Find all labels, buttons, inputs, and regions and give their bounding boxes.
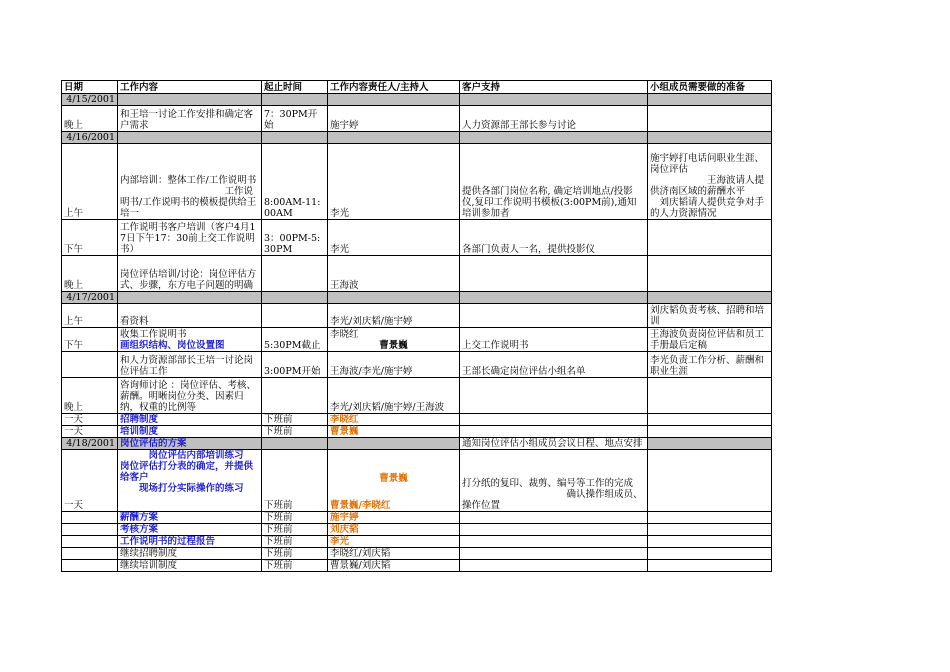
owner-line: 曹景巍 xyxy=(379,340,408,351)
header-date: 日期 xyxy=(62,81,118,94)
owner-cell: 李光 xyxy=(328,536,460,548)
content-cell: 和人力资源部部长王培一讨论岗位评估工作 xyxy=(118,352,262,378)
date-row xyxy=(62,438,772,450)
owner-cell: 曹景巍 xyxy=(328,426,460,438)
time-cell: 3:00PM开始 xyxy=(262,352,328,378)
table-row xyxy=(62,304,772,328)
table-row xyxy=(62,536,772,548)
support-cell xyxy=(460,256,648,292)
table-row xyxy=(62,548,772,560)
support-cell: 通知岗位评估小组成员会议日程、地点安排 xyxy=(460,438,648,450)
owner-cell: 李光 xyxy=(328,220,460,256)
date-row xyxy=(62,132,772,144)
prep-cell xyxy=(648,106,772,132)
table-row xyxy=(62,144,772,220)
support-cell xyxy=(460,304,648,328)
table-row xyxy=(62,378,772,414)
prep-cell xyxy=(648,220,772,256)
content-cell: 考核方案 xyxy=(118,524,262,536)
day-cell: 下午 xyxy=(62,328,118,352)
content-cell xyxy=(118,328,262,352)
day-cell xyxy=(62,352,118,378)
owner-line: 曹景巍/李晓红 xyxy=(330,500,391,511)
time-cell: 下班前 xyxy=(262,524,328,536)
header-row xyxy=(62,81,772,94)
prep-cell: 李光负责工作分析、薪酬和职业生涯 xyxy=(648,352,772,378)
day-cell: 上午 xyxy=(62,304,118,328)
support-cell: 提供各部门岗位名称, 确定培训地点/投影仪,复印工作说明书模板(3:00PM前),通知培训参加者 xyxy=(460,144,648,220)
content-line-highlight: 画组织结构、岗位设置图 xyxy=(120,340,225,351)
owner-cell: 曹景巍/刘庆韬 xyxy=(328,560,460,572)
owner-cell xyxy=(328,450,460,512)
table-row xyxy=(62,106,772,132)
owner-cell xyxy=(328,328,460,352)
table-row xyxy=(62,512,772,524)
content-cell: 薪酬方案 xyxy=(118,512,262,524)
time-cell xyxy=(262,304,328,328)
content-cell: 内部培训：整体工作/工作说明书 工作说明书/工作说明书的模板提供给王培一 xyxy=(118,144,262,220)
time-cell: 8:00AM-11:00AM xyxy=(262,144,328,220)
owner-cell: 王海波/李光/施宇婷 xyxy=(328,352,460,378)
owner-cell: 王海波 xyxy=(328,256,460,292)
owner-cell: 李光/刘庆韬/施宇婷 xyxy=(328,304,460,328)
time-cell: 下班前 xyxy=(262,536,328,548)
support-cell: 王部长确定岗位评估小组名单 xyxy=(460,352,648,378)
header-owner: 工作内容责任人/主持人 xyxy=(328,81,460,94)
table-row xyxy=(62,352,772,378)
support-cell: 人力资源部王部长参与讨论 xyxy=(460,106,648,132)
content-cell: 和王培一讨论工作安排和确定客户需求 xyxy=(118,106,262,132)
owner-cell: 李晓红/刘庆韬 xyxy=(328,548,460,560)
owner-line: 曹景巍 xyxy=(379,473,408,484)
content-cell: 看资料 xyxy=(118,304,262,328)
owner-cell: 施宇婷 xyxy=(328,106,460,132)
date-cell: 4/18/2001 xyxy=(62,438,118,450)
time-cell: 下班前 xyxy=(262,450,328,512)
content-cell: 咨询师讨论 ：岗位评估、考核、薪酬。明晰岗位分类、因素归纳，权重的比例等 xyxy=(118,378,262,414)
time-cell: 下班前 xyxy=(262,560,328,572)
prep-cell: 施宇婷打电话问职业生涯、岗位评估 王海波请人提供济南区域的薪酬水平 刘庆韬请人提供竞争对手的人力资源情况 xyxy=(648,144,772,220)
content-cell: 工作说明书客户培训（客户4月17日下午17：30前上交工作说明书） xyxy=(118,220,262,256)
content-cell: 岗位评估内部培训练习 岗位评估打分表的确定，并提供给客户 现场打分实际操作的练习 xyxy=(118,450,262,512)
time-cell: 下班前 xyxy=(262,512,328,524)
day-cell: 晚上 xyxy=(62,378,118,414)
prep-cell: 刘庆韬负责考核、招聘和培训 xyxy=(648,304,772,328)
support-cell: 上交工作说明书 xyxy=(460,328,648,352)
table-row xyxy=(62,220,772,256)
content-cell: 继续培训制度 xyxy=(118,560,262,572)
support-cell xyxy=(460,378,648,414)
table-row xyxy=(62,328,772,352)
time-cell: 下班前 xyxy=(262,548,328,560)
time-cell: 下班前 xyxy=(262,414,328,426)
day-cell: 晚上 xyxy=(62,256,118,292)
owner-cell: 施宇婷 xyxy=(328,512,460,524)
content-cell: 工作说明书的过程报告 xyxy=(118,536,262,548)
day-cell: 晚上 xyxy=(62,106,118,132)
day-cell: 一天 xyxy=(62,426,118,438)
header-prep: 小组成员需要做的准备 xyxy=(648,81,772,94)
support-cell: 各部门负责人一名，提供投影仪 xyxy=(460,220,648,256)
time-cell: 下班前 xyxy=(262,426,328,438)
table-row xyxy=(62,414,772,426)
table-row xyxy=(62,524,772,536)
date-cell: 4/15/2001 xyxy=(62,94,118,106)
prep-cell xyxy=(648,256,772,292)
table-row xyxy=(62,426,772,438)
date-cell: 4/17/2001 xyxy=(62,292,118,304)
time-cell xyxy=(262,256,328,292)
date-cell: 4/16/2001 xyxy=(62,132,118,144)
owner-cell: 李光/刘庆韬/施宇婷/王海波 xyxy=(328,378,460,414)
header-time: 起止时间 xyxy=(262,81,328,94)
content-cell: 岗位评估培训/讨论：岗位评估方式、步骤，东方电子问题的明确 xyxy=(118,256,262,292)
content-cell: 招聘制度 xyxy=(118,414,262,426)
time-cell: 7：30PM开始 xyxy=(262,106,328,132)
schedule-table xyxy=(61,80,772,572)
time-cell: 5:30PM截止 xyxy=(262,328,328,352)
time-cell: 3：00PM-5:30PM xyxy=(262,220,328,256)
prep-cell xyxy=(648,378,772,414)
header-support: 客户支持 xyxy=(460,81,648,94)
day-cell: 上午 xyxy=(62,144,118,220)
time-cell xyxy=(262,378,328,414)
header-content: 工作内容 xyxy=(118,81,262,94)
day-cell: 一天 xyxy=(62,450,118,512)
table-row xyxy=(62,560,772,572)
content-line: 收集工作说明书 xyxy=(120,329,187,340)
owner-cell: 刘庆韬 xyxy=(328,524,460,536)
day-cell: 下午 xyxy=(62,220,118,256)
content-cell: 继续招聘制度 xyxy=(118,548,262,560)
owner-cell: 李晓红 xyxy=(328,414,460,426)
date-row xyxy=(62,94,772,106)
prep-cell: 王海波负责岗位评估和员工手册最后定稿 xyxy=(648,328,772,352)
day-cell: 一天 xyxy=(62,414,118,426)
content-cell: 岗位评估的方案 xyxy=(118,438,262,450)
content-cell: 培训制度 xyxy=(118,426,262,438)
owner-line: 李晓红 xyxy=(330,329,359,340)
table-row xyxy=(62,450,772,512)
support-cell: 打分纸的复印、裁剪、编号等工作的完成 确认操作组成员、操作位置 xyxy=(460,450,648,512)
date-row xyxy=(62,292,772,304)
table-row xyxy=(62,256,772,292)
owner-cell: 李光 xyxy=(328,144,460,220)
